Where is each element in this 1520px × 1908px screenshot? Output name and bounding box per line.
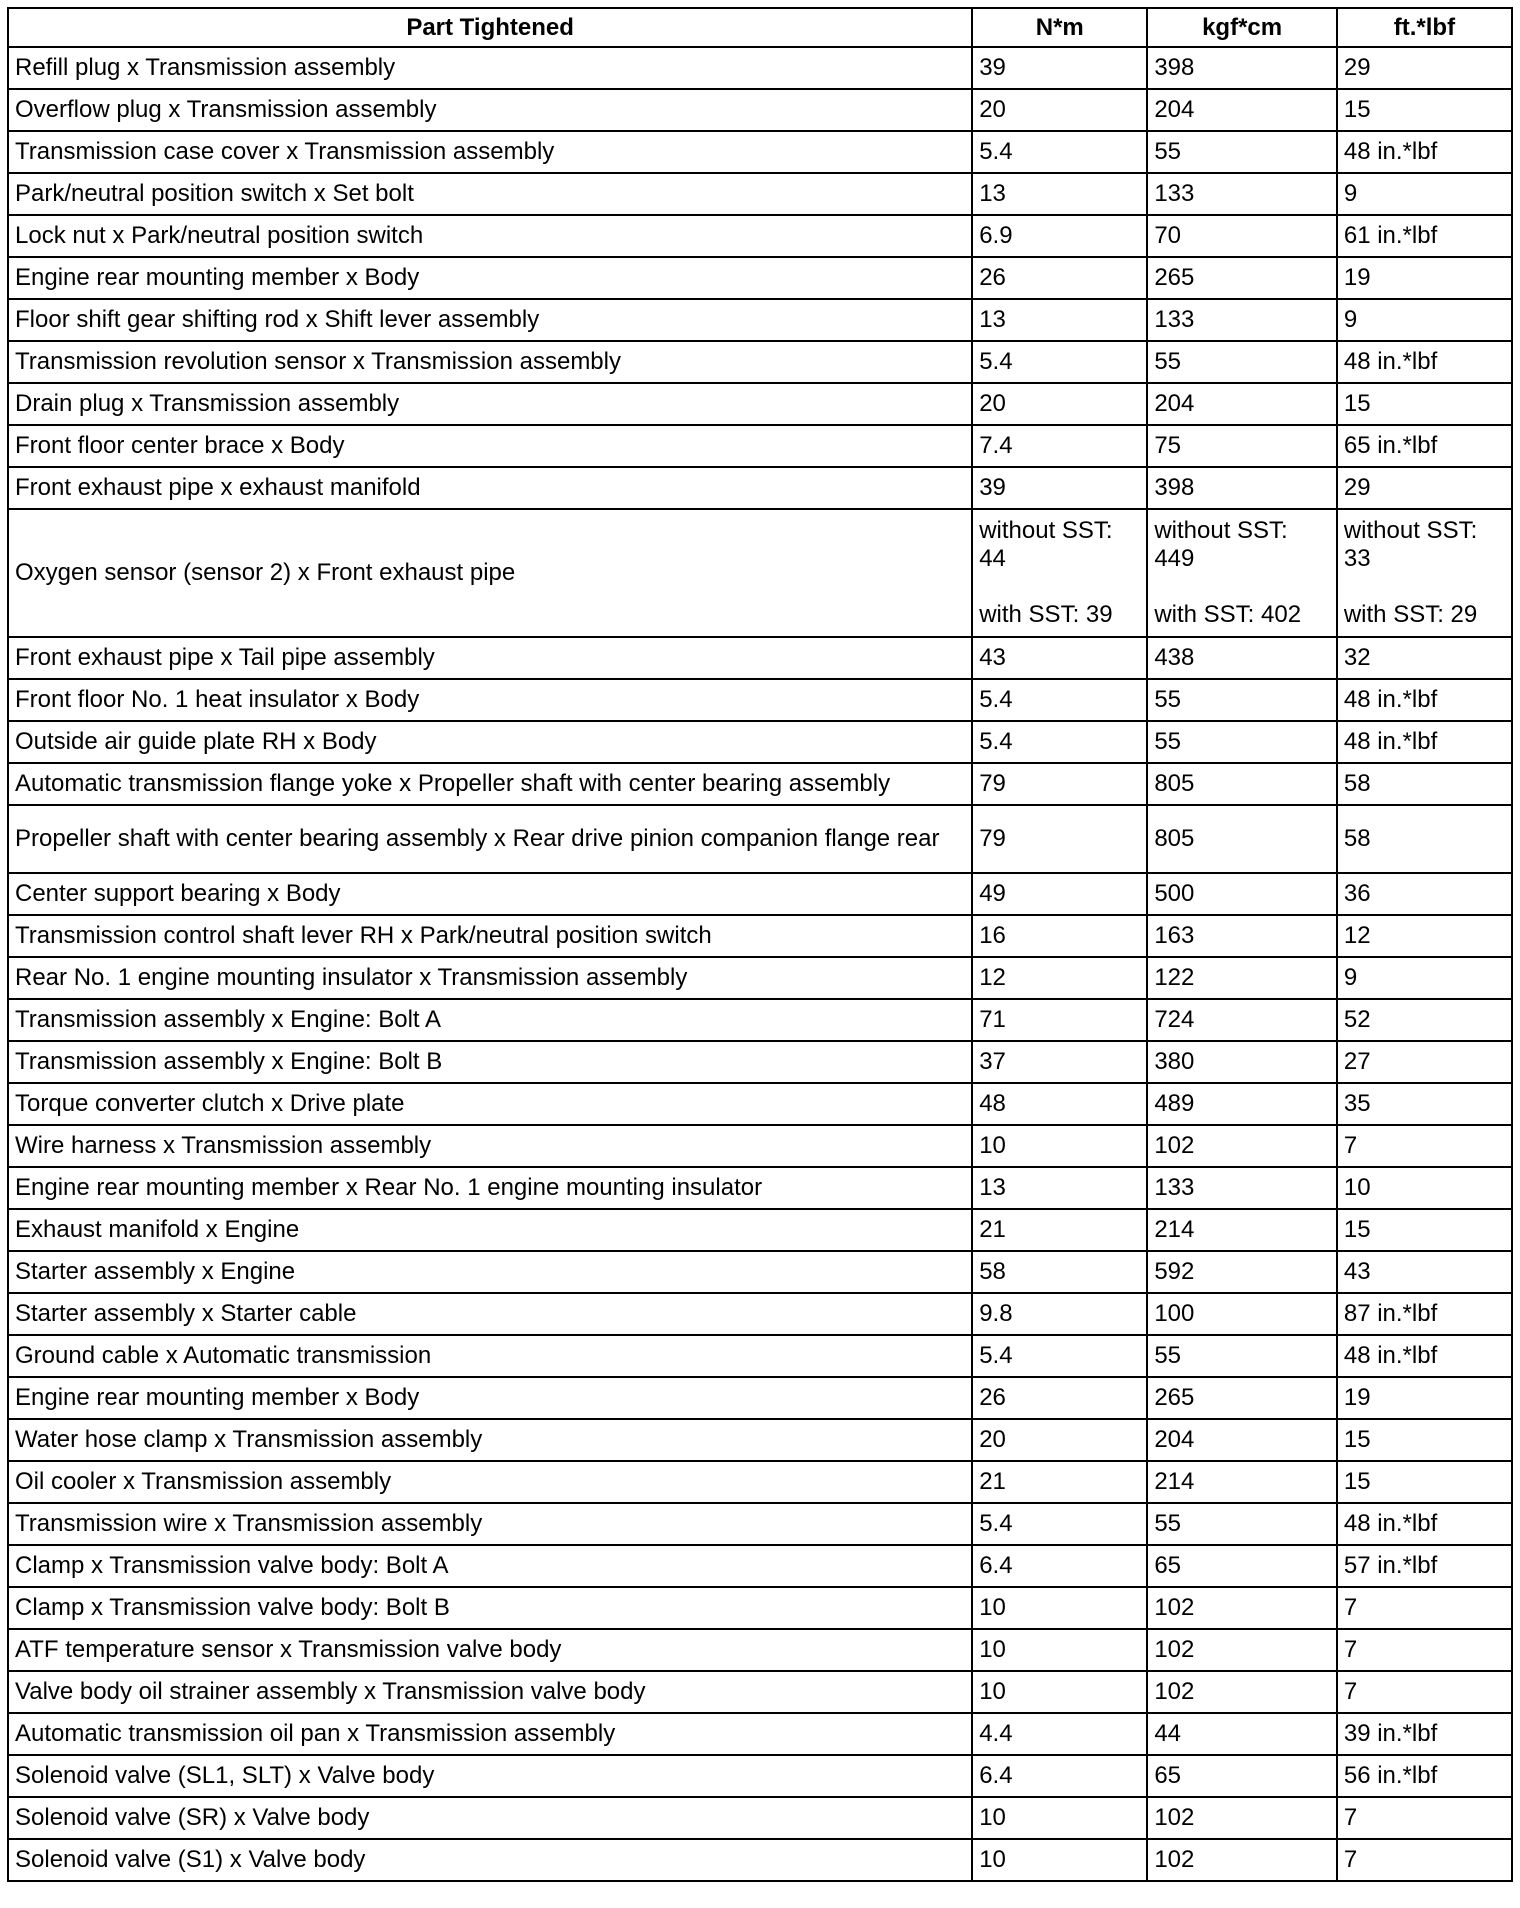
cell-kgf: 55 bbox=[1147, 341, 1337, 383]
table-row bbox=[8, 1377, 1512, 1419]
header-ft: ft.*lbf bbox=[1337, 8, 1512, 47]
cell-ft: 48 in.*lbf bbox=[1337, 1503, 1512, 1545]
table-row-oxygen-sensor bbox=[8, 509, 1512, 637]
table-row bbox=[8, 1797, 1512, 1839]
cell-kgf: 65 bbox=[1147, 1545, 1337, 1587]
table-row bbox=[8, 957, 1512, 999]
cell-ft: 87 in.*lbf bbox=[1337, 1293, 1512, 1335]
cell-nm: 5.4 bbox=[972, 721, 1147, 763]
cell-kgf: 65 bbox=[1147, 1755, 1337, 1797]
cell-nm: 5.4 bbox=[972, 341, 1147, 383]
cell-nm: 7.4 bbox=[972, 425, 1147, 467]
cell-part: Wire harness x Transmission assembly bbox=[8, 1125, 972, 1167]
table-row bbox=[8, 1041, 1512, 1083]
cell-part: Oil cooler x Transmission assembly bbox=[8, 1461, 972, 1503]
cell-ft: 48 in.*lbf bbox=[1337, 341, 1512, 383]
cell-part: Transmission wire x Transmission assembly bbox=[8, 1503, 972, 1545]
cell-ft: 52 bbox=[1337, 999, 1512, 1041]
cell-part: Drain plug x Transmission assembly bbox=[8, 383, 972, 425]
cell-nm: 12 bbox=[972, 957, 1147, 999]
cell-kgf: 102 bbox=[1147, 1839, 1337, 1881]
cell-ft: 48 in.*lbf bbox=[1337, 1335, 1512, 1377]
cell-ft: 15 bbox=[1337, 1461, 1512, 1503]
table-row bbox=[8, 299, 1512, 341]
cell-part: Outside air guide plate RH x Body bbox=[8, 721, 972, 763]
table-row bbox=[8, 679, 1512, 721]
cell-ft: 61 in.*lbf bbox=[1337, 215, 1512, 257]
cell-part: Propeller shaft with center bearing assembly x Rear drive pinion companion flange rear bbox=[8, 805, 972, 873]
table-row bbox=[8, 257, 1512, 299]
cell-kgf: 204 bbox=[1147, 89, 1337, 131]
cell-ft: 9 bbox=[1337, 957, 1512, 999]
cell-ft: 12 bbox=[1337, 915, 1512, 957]
cell-part: Floor shift gear shifting rod x Shift lever assembly bbox=[8, 299, 972, 341]
table-row bbox=[8, 1713, 1512, 1755]
table-row bbox=[8, 1419, 1512, 1461]
cell-ft: 7 bbox=[1337, 1839, 1512, 1881]
cell-kgf: 133 bbox=[1147, 299, 1337, 341]
cell-part: Starter assembly x Engine bbox=[8, 1251, 972, 1293]
cell-kgf: 55 bbox=[1147, 679, 1337, 721]
cell-kgf: 500 bbox=[1147, 873, 1337, 915]
cell-nm: 39 bbox=[972, 467, 1147, 509]
cell-nm: 6.9 bbox=[972, 215, 1147, 257]
cell-ft: 27 bbox=[1337, 1041, 1512, 1083]
cell-ft: 15 bbox=[1337, 1209, 1512, 1251]
cell-ft: 7 bbox=[1337, 1671, 1512, 1713]
table-row bbox=[8, 1629, 1512, 1671]
cell-ft: 65 in.*lbf bbox=[1337, 425, 1512, 467]
cell-ft: 57 in.*lbf bbox=[1337, 1545, 1512, 1587]
cell-ft: 58 bbox=[1337, 805, 1512, 873]
cell-kgf: 55 bbox=[1147, 131, 1337, 173]
cell-ft: 48 in.*lbf bbox=[1337, 721, 1512, 763]
ft-without-value: 33 bbox=[1343, 545, 1371, 572]
cell-ft: 19 bbox=[1337, 1377, 1512, 1419]
cell-ft: 56 in.*lbf bbox=[1337, 1755, 1512, 1797]
cell-nm: 48 bbox=[972, 1083, 1147, 1125]
ft-with-value: with SST: 29 bbox=[1343, 601, 1478, 628]
cell-ft: 39 in.*lbf bbox=[1337, 1713, 1512, 1755]
cell-nm: 58 bbox=[972, 1251, 1147, 1293]
cell-kgf bbox=[1147, 509, 1337, 637]
cell-nm: 5.4 bbox=[972, 131, 1147, 173]
cell-ft: 10 bbox=[1337, 1167, 1512, 1209]
table-row bbox=[8, 1293, 1512, 1335]
cell-ft: 9 bbox=[1337, 299, 1512, 341]
table-row bbox=[8, 89, 1512, 131]
cell-nm: 21 bbox=[972, 1461, 1147, 1503]
header-part: Part Tightened bbox=[8, 8, 972, 47]
cell-nm: 79 bbox=[972, 805, 1147, 873]
table-body-propeller bbox=[8, 805, 1512, 873]
table-row bbox=[8, 1209, 1512, 1251]
cell-kgf: 380 bbox=[1147, 1041, 1337, 1083]
cell-part: Transmission assembly x Engine: Bolt A bbox=[8, 999, 972, 1041]
table-row bbox=[8, 467, 1512, 509]
table-body-b bbox=[8, 637, 1512, 805]
table-row bbox=[8, 1251, 1512, 1293]
table-row bbox=[8, 1125, 1512, 1167]
cell-part: Oxygen sensor (sensor 2) x Front exhaust pipe bbox=[8, 509, 972, 637]
cell-ft: 9 bbox=[1337, 173, 1512, 215]
cell-part: Solenoid valve (S1) x Valve body bbox=[8, 1839, 972, 1881]
table-body-oxygen bbox=[8, 509, 1512, 637]
cell-kgf: 100 bbox=[1147, 1293, 1337, 1335]
cell-nm: 26 bbox=[972, 1377, 1147, 1419]
cell-nm: 39 bbox=[972, 47, 1147, 89]
table-row bbox=[8, 1461, 1512, 1503]
table-row-propeller-shaft bbox=[8, 805, 1512, 873]
cell-nm: 16 bbox=[972, 915, 1147, 957]
cell-part: Engine rear mounting member x Body bbox=[8, 1377, 972, 1419]
table-row bbox=[8, 173, 1512, 215]
table-row bbox=[8, 763, 1512, 805]
cell-ft: 32 bbox=[1337, 637, 1512, 679]
table-row bbox=[8, 1335, 1512, 1377]
cell-nm: 10 bbox=[972, 1125, 1147, 1167]
cell-ft: 58 bbox=[1337, 763, 1512, 805]
cell-part: Transmission case cover x Transmission assembly bbox=[8, 131, 972, 173]
cell-part: Refill plug x Transmission assembly bbox=[8, 47, 972, 89]
cell-ft bbox=[1337, 509, 1512, 637]
table-row bbox=[8, 721, 1512, 763]
header-row bbox=[8, 8, 1512, 47]
cell-ft: 29 bbox=[1337, 467, 1512, 509]
cell-nm: 79 bbox=[972, 763, 1147, 805]
cell-part: Ground cable x Automatic transmission bbox=[8, 1335, 972, 1377]
cell-nm: 20 bbox=[972, 1419, 1147, 1461]
cell-ft: 15 bbox=[1337, 1419, 1512, 1461]
cell-kgf: 214 bbox=[1147, 1209, 1337, 1251]
cell-nm: 13 bbox=[972, 173, 1147, 215]
cell-kgf: 724 bbox=[1147, 999, 1337, 1041]
cell-part: Front floor No. 1 heat insulator x Body bbox=[8, 679, 972, 721]
cell-nm bbox=[972, 509, 1147, 637]
cell-part: Park/neutral position switch x Set bolt bbox=[8, 173, 972, 215]
cell-nm: 71 bbox=[972, 999, 1147, 1041]
table-row bbox=[8, 1587, 1512, 1629]
table-row bbox=[8, 47, 1512, 89]
cell-part: Clamp x Transmission valve body: Bolt A bbox=[8, 1545, 972, 1587]
cell-part: Water hose clamp x Transmission assembly bbox=[8, 1419, 972, 1461]
cell-ft: 43 bbox=[1337, 1251, 1512, 1293]
cell-nm: 10 bbox=[972, 1797, 1147, 1839]
cell-ft: 7 bbox=[1337, 1125, 1512, 1167]
cell-kgf: 204 bbox=[1147, 383, 1337, 425]
cell-kgf: 805 bbox=[1147, 805, 1337, 873]
table-row bbox=[8, 383, 1512, 425]
cell-part: Valve body oil strainer assembly x Transmission valve body bbox=[8, 1671, 972, 1713]
cell-part: Transmission assembly x Engine: Bolt B bbox=[8, 1041, 972, 1083]
table-row bbox=[8, 915, 1512, 957]
cell-ft: 29 bbox=[1337, 47, 1512, 89]
cell-nm: 9.8 bbox=[972, 1293, 1147, 1335]
table-row bbox=[8, 131, 1512, 173]
cell-part: Solenoid valve (SL1, SLT) x Valve body bbox=[8, 1755, 972, 1797]
cell-part: Center support bearing x Body bbox=[8, 873, 972, 915]
cell-part: Front floor center brace x Body bbox=[8, 425, 972, 467]
table-row bbox=[8, 1545, 1512, 1587]
table-body-c bbox=[8, 873, 1512, 1881]
cell-kgf: 489 bbox=[1147, 1083, 1337, 1125]
cell-part: Rear No. 1 engine mounting insulator x Transmission assembly bbox=[8, 957, 972, 999]
cell-part: Automatic transmission flange yoke x Propeller shaft with center bearing assembly bbox=[8, 763, 972, 805]
cell-kgf: 214 bbox=[1147, 1461, 1337, 1503]
table-row bbox=[8, 1083, 1512, 1125]
cell-ft: 19 bbox=[1337, 257, 1512, 299]
cell-ft: 36 bbox=[1337, 873, 1512, 915]
cell-nm: 10 bbox=[972, 1839, 1147, 1881]
cell-part: Torque converter clutch x Drive plate bbox=[8, 1083, 972, 1125]
cell-kgf: 55 bbox=[1147, 1503, 1337, 1545]
cell-kgf: 398 bbox=[1147, 467, 1337, 509]
cell-nm: 10 bbox=[972, 1629, 1147, 1671]
cell-part: Transmission revolution sensor x Transmission assembly bbox=[8, 341, 972, 383]
cell-kgf: 265 bbox=[1147, 1377, 1337, 1419]
cell-kgf: 133 bbox=[1147, 173, 1337, 215]
table-row bbox=[8, 1167, 1512, 1209]
cell-ft: 15 bbox=[1337, 383, 1512, 425]
cell-kgf: 805 bbox=[1147, 763, 1337, 805]
cell-nm: 5.4 bbox=[972, 679, 1147, 721]
cell-kgf: 265 bbox=[1147, 257, 1337, 299]
ft-without-label: without SST: bbox=[1343, 517, 1478, 544]
cell-nm: 4.4 bbox=[972, 1713, 1147, 1755]
cell-part: Lock nut x Park/neutral position switch bbox=[8, 215, 972, 257]
cell-part: Clamp x Transmission valve body: Bolt B bbox=[8, 1587, 972, 1629]
cell-nm: 5.4 bbox=[972, 1503, 1147, 1545]
table-row bbox=[8, 873, 1512, 915]
cell-nm: 49 bbox=[972, 873, 1147, 915]
cell-kgf: 102 bbox=[1147, 1587, 1337, 1629]
torque-spec-table-wrapper bbox=[7, 7, 1513, 1882]
spacer bbox=[979, 573, 1140, 601]
cell-nm: 5.4 bbox=[972, 1335, 1147, 1377]
cell-kgf: 70 bbox=[1147, 215, 1337, 257]
cell-nm: 10 bbox=[972, 1587, 1147, 1629]
table-row bbox=[8, 1503, 1512, 1545]
cell-ft: 7 bbox=[1337, 1797, 1512, 1839]
cell-nm: 13 bbox=[972, 299, 1147, 341]
cell-ft: 7 bbox=[1337, 1587, 1512, 1629]
cell-nm: 21 bbox=[972, 1209, 1147, 1251]
table-row bbox=[8, 215, 1512, 257]
table-body-a bbox=[8, 47, 1512, 509]
cell-part: Exhaust manifold x Engine bbox=[8, 1209, 972, 1251]
cell-kgf: 75 bbox=[1147, 425, 1337, 467]
cell-nm: 6.4 bbox=[972, 1545, 1147, 1587]
cell-part: Front exhaust pipe x Tail pipe assembly bbox=[8, 637, 972, 679]
cell-kgf: 438 bbox=[1147, 637, 1337, 679]
cell-kgf: 592 bbox=[1147, 1251, 1337, 1293]
cell-ft: 35 bbox=[1337, 1083, 1512, 1125]
cell-nm: 6.4 bbox=[972, 1755, 1147, 1797]
table-row bbox=[8, 999, 1512, 1041]
cell-ft: 48 in.*lbf bbox=[1337, 679, 1512, 721]
cell-kgf: 44 bbox=[1147, 1713, 1337, 1755]
cell-nm: 20 bbox=[972, 383, 1147, 425]
cell-part: Starter assembly x Starter cable bbox=[8, 1293, 972, 1335]
cell-kgf: 204 bbox=[1147, 1419, 1337, 1461]
header-kgf: kgf*cm bbox=[1147, 8, 1337, 47]
cell-kgf: 163 bbox=[1147, 915, 1337, 957]
cell-kgf: 122 bbox=[1147, 957, 1337, 999]
cell-kgf: 55 bbox=[1147, 721, 1337, 763]
torque-spec-table bbox=[7, 7, 1513, 1882]
cell-part: ATF temperature sensor x Transmission valve body bbox=[8, 1629, 972, 1671]
cell-part: Engine rear mounting member x Body bbox=[8, 257, 972, 299]
cell-nm: 13 bbox=[972, 1167, 1147, 1209]
cell-kgf: 102 bbox=[1147, 1629, 1337, 1671]
cell-part: Engine rear mounting member x Rear No. 1 engine mounting insulator bbox=[8, 1167, 972, 1209]
cell-nm: 20 bbox=[972, 89, 1147, 131]
nm-with-value: with SST: 39 bbox=[979, 601, 1113, 628]
header-nm: N*m bbox=[972, 8, 1147, 47]
cell-nm: 10 bbox=[972, 1671, 1147, 1713]
table-row bbox=[8, 341, 1512, 383]
cell-kgf: 133 bbox=[1147, 1167, 1337, 1209]
cell-kgf: 102 bbox=[1147, 1797, 1337, 1839]
cell-ft: 15 bbox=[1337, 89, 1512, 131]
cell-part: Automatic transmission oil pan x Transmission assembly bbox=[8, 1713, 972, 1755]
cell-kgf: 398 bbox=[1147, 47, 1337, 89]
table-row bbox=[8, 637, 1512, 679]
kgf-without-label: without SST: bbox=[1154, 517, 1288, 544]
cell-kgf: 102 bbox=[1147, 1671, 1337, 1713]
cell-part: Solenoid valve (SR) x Valve body bbox=[8, 1797, 972, 1839]
table-row bbox=[8, 1839, 1512, 1881]
nm-without-value: 44 bbox=[979, 545, 1006, 572]
spacer bbox=[1154, 573, 1330, 601]
kgf-without-value: 449 bbox=[1154, 545, 1195, 572]
table-row bbox=[8, 425, 1512, 467]
cell-ft: 7 bbox=[1337, 1629, 1512, 1671]
cell-part: Overflow plug x Transmission assembly bbox=[8, 89, 972, 131]
cell-part: Front exhaust pipe x exhaust manifold bbox=[8, 467, 972, 509]
cell-nm: 43 bbox=[972, 637, 1147, 679]
nm-without-label: without SST: bbox=[979, 517, 1113, 544]
cell-nm: 37 bbox=[972, 1041, 1147, 1083]
kgf-with-value: with SST: 402 bbox=[1154, 601, 1302, 628]
spacer bbox=[1344, 573, 1505, 601]
cell-part: Transmission control shaft lever RH x Park/neutral position switch bbox=[8, 915, 972, 957]
table-row bbox=[8, 1671, 1512, 1713]
cell-kgf: 55 bbox=[1147, 1335, 1337, 1377]
cell-nm: 26 bbox=[972, 257, 1147, 299]
cell-kgf: 102 bbox=[1147, 1125, 1337, 1167]
table-row bbox=[8, 1755, 1512, 1797]
cell-ft: 48 in.*lbf bbox=[1337, 131, 1512, 173]
